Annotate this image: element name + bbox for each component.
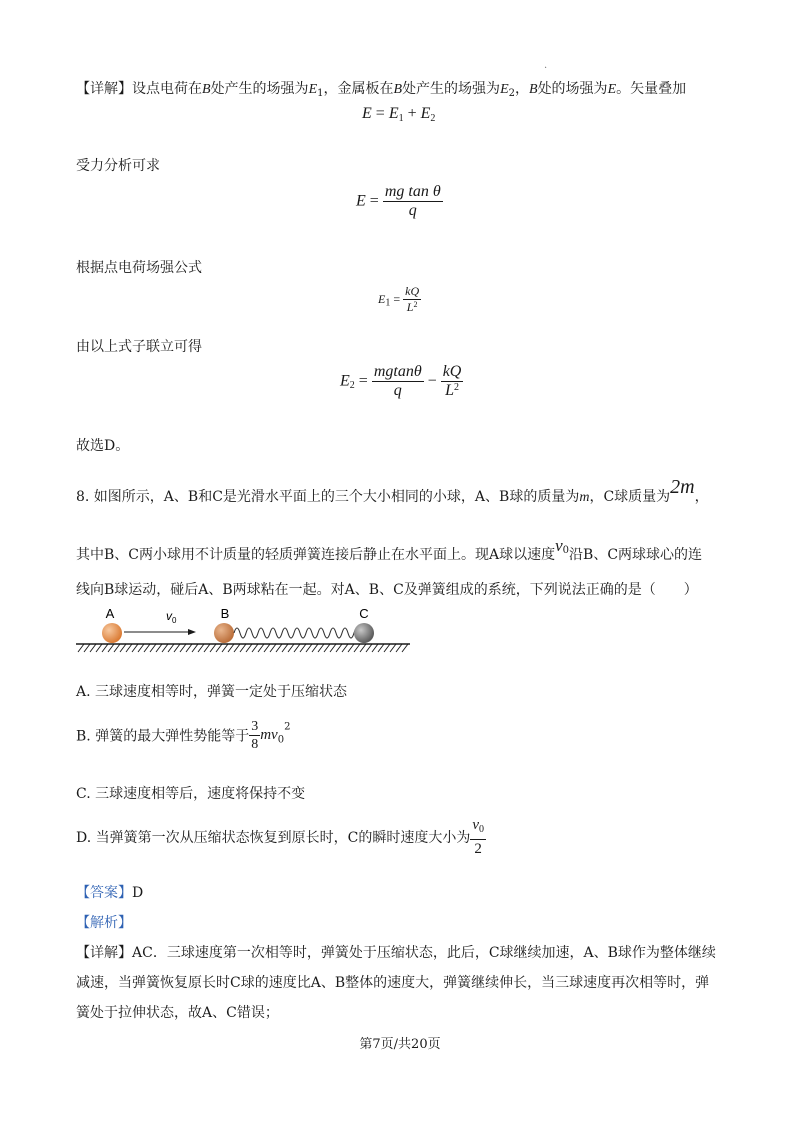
detail-line-2: 减速，当弹簧恢复原长时C球的速度比A、B整体的速度大，弹簧继续伸长，当三球速度再次相等时，弹 bbox=[76, 975, 710, 991]
equation-superposition: $E = E_1 + E_2$ bbox=[362, 105, 436, 124]
detail-line-1: 【详解】AC．三球速度第一次相等时，弹簧处于压缩状态，此后，C球继续加速，A、B球作为整体继续 bbox=[76, 945, 716, 961]
equation-metal-plate-field: $E_2$ = $\frac{mgtan\theta}{q}$ − $\frac{kQ}{L^2}$ bbox=[340, 363, 462, 399]
equation-point-charge-field: $E_1$ = $\frac{kQ}{L^2}$ bbox=[378, 284, 420, 314]
page-footer: 第7页/共20页 bbox=[359, 1037, 441, 1052]
question-8-line-2: 其中B、C两小球用不计质量的轻质弹簧连接后静止在水平面上。现A球以速度$v^0$沿B、C两球球心的连 bbox=[76, 536, 703, 563]
ball-b-label: B bbox=[220, 606, 230, 621]
option-a: A. 三球速度相等时，弹簧一定处于压缩状态 bbox=[76, 684, 348, 700]
paragraph-combine: 由以上式子联立可得 bbox=[76, 339, 202, 355]
question-8-line-3: 线向B球运动，碰后A、B两球粘在一起。对A、B、C及弹簧组成的系统，下列说法正确的是（ ） bbox=[76, 582, 698, 598]
detail-tag-1: 【详解】 bbox=[76, 81, 132, 97]
paragraph-force-analysis: 受力分析可求 bbox=[76, 158, 160, 174]
detail-paragraph-1: 【详解】设点电荷在B处产生的场强为$E_1$，金属板在B处产生的场强为$E_2$，B处的场强为E。矢量叠加 bbox=[76, 81, 687, 99]
answer-value: D bbox=[132, 885, 144, 901]
velocity-label: $v_0$ bbox=[166, 609, 177, 625]
ground-hatching bbox=[78, 644, 408, 652]
conclusion-choose-d: 故选D。 bbox=[76, 438, 130, 454]
option-d: D. 当弹簧第一次从压缩状态恢复到原长时，C的瞬时速度大小为 $\frac{v_0}{2}$ bbox=[76, 817, 485, 857]
ball-b bbox=[214, 623, 234, 643]
option-b: B. 弹簧的最大弹性势能等于 $\frac{3}{8}$ $mv_0^2$ bbox=[76, 719, 291, 752]
answer-line bbox=[76, 884, 143, 902]
ball-c-label: C bbox=[359, 606, 369, 621]
answer-tag: 【答案】 bbox=[76, 885, 132, 901]
velocity-arrow-head bbox=[188, 629, 196, 635]
paragraph-point-charge-formula: 根据点电荷场强公式 bbox=[76, 260, 202, 276]
header-mark: . bbox=[544, 60, 548, 71]
analysis-tag: 【解析】 bbox=[76, 915, 132, 931]
detail-line-3: 簧处于拉伸状态，故A、C错误； bbox=[76, 1005, 279, 1021]
question-8-line-1: 8. 如图所示，A、B和C是光滑水平面上的三个大小相同的小球，A、B球的质量为m，C球质量为2m， bbox=[76, 476, 709, 505]
ball-a bbox=[102, 623, 122, 643]
spring bbox=[234, 628, 360, 638]
equation-field-from-force: E = $\frac{\text{mg tan θ}}{q}$ bbox=[356, 183, 441, 219]
ball-c bbox=[354, 623, 374, 643]
collision-figure bbox=[74, 606, 414, 656]
ball-a-label: A bbox=[105, 606, 115, 621]
option-c: C. 三球速度相等后，速度将保持不变 bbox=[76, 786, 306, 802]
